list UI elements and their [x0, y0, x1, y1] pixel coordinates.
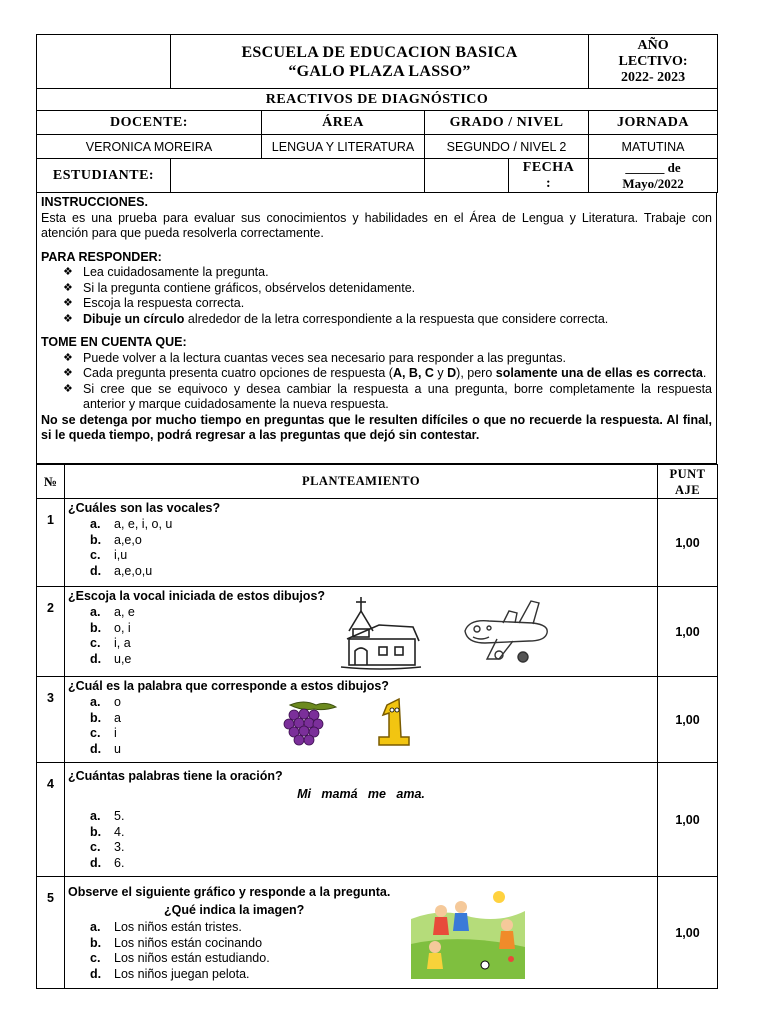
question-score: 1,00: [658, 677, 718, 763]
option-c[interactable]: c. 3.: [90, 840, 125, 855]
questions-table: [36, 464, 718, 989]
option-b[interactable]: b. a,e,o: [90, 532, 142, 547]
options-list: [90, 695, 654, 757]
option-c[interactable]: c. i: [90, 726, 117, 741]
question-row: [37, 587, 718, 677]
question-body: [65, 877, 658, 989]
church-drawing-icon: [339, 595, 423, 671]
question-sentence: Mi mamá me ama.: [297, 787, 425, 801]
school-line-1: ESCUELA DE EDUCACION BASICA: [241, 43, 518, 61]
estudiante-label: ESTUDIANTE:: [37, 159, 171, 193]
num-header: №: [37, 465, 65, 499]
option-d[interactable]: d. Los niños juegan pelota.: [90, 966, 250, 981]
responder-item: ❖ Lea cuidadosamente la pregunta.: [63, 265, 269, 279]
question-body: [65, 677, 658, 763]
option-d[interactable]: d. u: [90, 741, 121, 756]
year-cell: AÑO LECTIVO: 2022- 2023: [589, 35, 718, 89]
puntaje-header: PUNT AJE: [658, 465, 718, 499]
diamond-bullet-icon: ❖: [63, 367, 73, 379]
question-subtitle: ¿Qué indica la imagen?: [164, 903, 305, 917]
option-d[interactable]: d. 6.: [90, 855, 125, 870]
grado-header: GRADO / NIVEL: [425, 111, 589, 135]
option-b[interactable]: b. a: [90, 710, 121, 725]
question-score: 1,00: [658, 877, 718, 989]
question-body: [65, 763, 658, 877]
question-number: 3: [37, 677, 65, 763]
fecha-label: FECHA :: [508, 159, 588, 192]
docente-header: DOCENTE:: [37, 111, 262, 135]
question-title: Observe el siguiente gráfico y responde a la pregunta.: [68, 885, 391, 899]
instructions-heading: INSTRUCCIONES.: [41, 195, 148, 209]
diamond-bullet-icon: ❖: [63, 382, 73, 395]
option-a[interactable]: a. 5.: [90, 809, 125, 823]
tome-item: ❖ Cada pregunta presenta cuatro opciones de respuesta (A, B, C y D), pero solamente una de ellas es correcta.: [63, 366, 707, 380]
diamond-bullet-icon: ❖: [63, 312, 73, 325]
question-score: 1,00: [658, 499, 718, 587]
exam-page: [36, 34, 717, 989]
question-number: 1: [37, 499, 65, 587]
option-a[interactable]: a. a, e: [90, 605, 135, 619]
grapes-icon: [270, 699, 340, 749]
option-a[interactable]: a. a, e, i, o, u: [90, 517, 173, 531]
diamond-bullet-icon: ❖: [63, 266, 73, 278]
option-d[interactable]: d. a,e,o,u: [90, 563, 153, 578]
school-name: [171, 35, 589, 89]
question-row: [37, 877, 718, 989]
responder-list: [41, 265, 712, 327]
diamond-bullet-icon: ❖: [63, 297, 73, 309]
option-b[interactable]: b. Los niños están cocinando: [90, 935, 263, 950]
jornada-value: MATUTINA: [589, 135, 718, 159]
option-b[interactable]: b. 4.: [90, 824, 125, 839]
jornada-header: JORNADA: [589, 111, 718, 135]
question-title: ¿Cuántas palabras tiene la oración?: [68, 769, 283, 783]
responder-item: ❖ Escoja la respuesta correcta.: [63, 296, 245, 310]
question-number: 4: [37, 763, 65, 877]
school-line-2: “GALO PLAZA LASSO”: [288, 62, 471, 80]
area-header: ÁREA: [262, 111, 425, 135]
option-c[interactable]: c. i, a: [90, 636, 131, 651]
area-value: LENGUA Y LITERATURA: [262, 135, 425, 159]
fecha-cell: [425, 159, 589, 193]
option-c[interactable]: c. i,u: [90, 548, 128, 563]
tome-item: ❖ Si cree que se equivoco y desea cambiar la respuesta a una pregunta, borre completamente la respuesta anterior y marque cuidadosamente la nueva respuesta.: [63, 381, 712, 411]
question-score: 1,00: [658, 587, 718, 677]
question-number: 2: [37, 587, 65, 677]
tome-heading: TOME EN CUENTA QUE:: [41, 335, 187, 349]
tome-list: [41, 351, 712, 413]
option-a[interactable]: a. Los niños están tristes.: [90, 920, 242, 934]
question-number: 5: [37, 877, 65, 989]
estudiante-field[interactable]: [171, 159, 425, 193]
responder-item: ❖ Dibuje un círculo alrededor de la letra correspondiente a la respuesta que considere correcta.: [63, 311, 609, 326]
question-body: [65, 499, 658, 587]
diamond-bullet-icon: ❖: [63, 351, 73, 364]
planteamiento-header: PLANTEAMIENTO: [65, 465, 658, 499]
number-one-icon: [373, 697, 417, 749]
fecha-value[interactable]: ______ de Mayo/2022: [589, 159, 718, 193]
instructions-block: [36, 193, 717, 464]
tome-item: ❖ Puede volver a la lectura cuantas veces sea necesario para responder a las preguntas.: [63, 350, 566, 365]
question-score: 1,00: [658, 763, 718, 877]
responder-item: ❖ Si la pregunta contiene gráficos, obsérvelos detenidamente.: [63, 280, 416, 295]
question-body: [65, 587, 658, 677]
question-title: ¿Cuáles son las vocales?: [68, 501, 221, 515]
options-list: [90, 809, 654, 871]
diamond-bullet-icon: ❖: [63, 281, 73, 294]
header-table: [36, 34, 718, 193]
option-d[interactable]: d. u,e: [90, 651, 132, 666]
options-list: [90, 920, 654, 982]
instructions-closing: No se detenga por mucho tiempo en preguntas que le resulten difíciles o que no recuerde la respuesta. Al final, si le queda tiempo, podrá regresar a las preguntas que dejó sin contestar.: [41, 412, 712, 442]
option-c[interactable]: c. Los niños están estudiando.: [90, 951, 270, 966]
option-a[interactable]: a. o: [90, 695, 121, 709]
year-value: 2022- 2023: [620, 69, 686, 85]
question-title: ¿Cuál es la palabra que corresponde a estos dibujos?: [68, 679, 389, 693]
subtitle: REACTIVOS DE DIAGNÓSTICO: [37, 89, 718, 111]
options-list: [90, 517, 654, 579]
grado-value: SEGUNDO / NIVEL 2: [425, 135, 589, 159]
question-title: ¿Escoja la vocal iniciada de estos dibujos?: [68, 589, 326, 603]
docente-value: VERONICA MOREIRA: [37, 135, 262, 159]
question-row: [37, 677, 718, 763]
option-b[interactable]: b. o, i: [90, 620, 131, 635]
question-row: [37, 499, 718, 587]
airplane-drawing-icon: [459, 597, 555, 669]
children-playing-ball-image: [411, 889, 525, 979]
instructions-intro: Esta es una prueba para evaluar sus conocimientos y habilidades en el Área de Lengua y Literatura. Trabaje con atención para que pueda resolverla correctamente.: [41, 210, 712, 240]
responder-heading: PARA RESPONDER:: [41, 249, 162, 264]
question-row: [37, 763, 718, 877]
logo-cell: [37, 35, 171, 89]
